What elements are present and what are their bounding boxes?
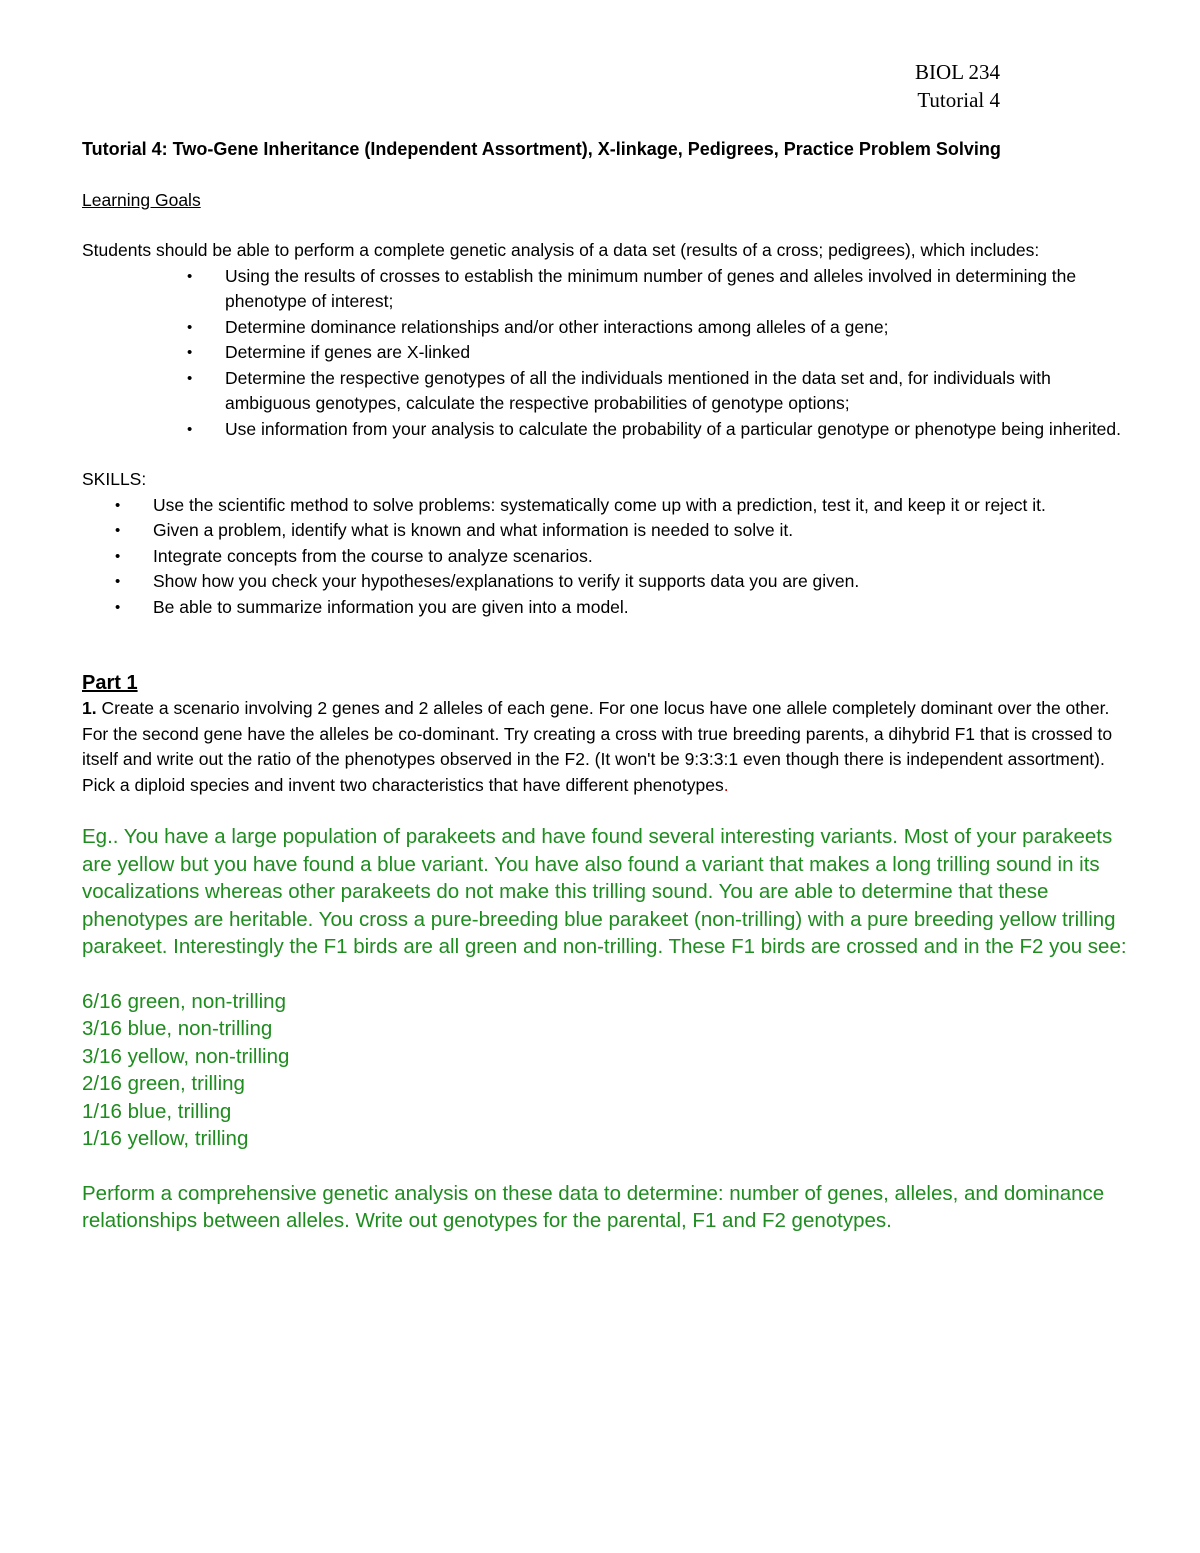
part-1-heading: Part 1	[82, 672, 138, 694]
goal-text: Determine the respective genotypes of all the individuals mentioned in the data set and, for individuals with ambiguous genotypes, calculate the respective probabilities of genotype options;	[225, 367, 1051, 413]
document-header	[915, 58, 1000, 114]
f2-results-list	[82, 988, 1127, 1153]
bullet-icon: •	[187, 420, 193, 438]
list-item	[187, 315, 1127, 341]
bullet-icon: •	[187, 369, 193, 387]
question-text: Create a scenario involving 2 genes and 2 alleles of each gene. For one locus have one allele completely dominant over the other. For the second gene have the alleles be co-dominant. Try creating a cross with true breeding parents, a dihybrid F1 that is crossed to itself and write out the ratio of the phenotypes observed in the F2. (It won't be 9:3:3:1 even though there is independent assortment). Pick a diploid species and invent two characteristics that have different phenotypes	[82, 698, 1113, 795]
bullet-icon: •	[187, 318, 193, 336]
list-item	[115, 544, 1127, 570]
course-code: BIOL 234	[915, 60, 1000, 84]
bullet-icon: •	[187, 344, 193, 361]
skill-text: Integrate concepts from the course to analyze scenarios.	[153, 545, 593, 566]
result-item: 2/16 green, trilling	[82, 1072, 245, 1095]
intro-paragraph: Students should be able to perform a complete genetic analysis of a data set (results of a cross; pedigrees), which includes:	[82, 240, 1040, 260]
skill-text: Use the scientific method to solve problems: systematically come up with a prediction, test it, and keep it or reject it.	[153, 494, 1046, 515]
result-item: 3/16 blue, non-trilling	[82, 1017, 273, 1040]
document-body	[82, 137, 1127, 1235]
result-item: 6/16 green, non-trilling	[82, 989, 286, 1013]
result-item: 3/16 yellow, non-trilling	[82, 1044, 290, 1068]
goal-text: Using the results of crosses to establish the minimum number of genes and alleles involved in determining the phenotype of interest;	[225, 265, 1077, 311]
list-item	[115, 493, 1127, 519]
list-item	[187, 264, 1127, 315]
result-item: 1/16 yellow, trilling	[82, 1127, 249, 1150]
list-item	[187, 417, 1127, 443]
example-scenario: Eg.. You have a large population of parakeets and have found several interesting variants. Most of your parakeets are yellow but you have found a blue variant. You have also found a variant that makes a long trilling sound in its vocalizations whereas other parakeets do not make this trilling sound. You are able to determine that these phenotypes are heritable. You cross a pure-breeding blue parakeet (non-trilling) with a pure breeding yellow trilling parakeet. Interestingly the F1 birds are all green and non-trilling. These F1 birds are crossed and in the F2 you see:	[82, 825, 1127, 958]
bullet-icon: •	[187, 267, 193, 285]
list-item	[187, 366, 1127, 417]
bullet-icon: •	[115, 573, 121, 590]
list-item	[115, 518, 1127, 544]
bullet-icon: •	[115, 522, 121, 539]
list-item	[187, 340, 1127, 366]
bullet-icon: •	[115, 547, 121, 565]
goal-text: Use information from your analysis to calculate the probability of a particular genotype or phenotype being inherited.	[225, 418, 1121, 439]
analysis-instruction: Perform a comprehensive genetic analysis on these data to determine: number of genes, alleles, and dominance relationships between alleles. Write out genotypes for the parental, F1 and F2 genotypes.	[82, 1181, 1105, 1232]
skill-text: Show how you check your hypotheses/explanations to verify it supports data you are given.	[153, 571, 860, 591]
result-item: 1/16 blue, trilling	[82, 1099, 232, 1123]
goal-text: Determine dominance relationships and/or other interactions among alleles of a gene;	[225, 316, 889, 337]
skills-heading: SKILLS:	[82, 469, 147, 489]
question-number: 1.	[82, 698, 97, 718]
tutorial-label: Tutorial 4	[917, 88, 1000, 112]
list-item	[115, 569, 1127, 595]
bullet-icon: •	[115, 496, 121, 514]
goal-text: Determine if genes are X-linked	[225, 342, 471, 362]
learning-goals-list	[82, 264, 1127, 443]
document-title: Tutorial 4: Two-Gene Inheritance (Independent Assortment), X-linkage, Pedigrees, Practice Problem Solving	[82, 139, 1001, 159]
skills-list	[82, 493, 1127, 621]
question-1	[82, 696, 1127, 798]
skill-text: Given a problem, identify what is known and what information is needed to solve it.	[153, 520, 794, 540]
question-end-mark: .	[723, 774, 729, 795]
list-item	[115, 595, 1127, 621]
learning-goals-heading: Learning Goals	[82, 189, 201, 210]
skill-text: Be able to summarize information you are given into a model.	[153, 596, 629, 617]
bullet-icon: •	[115, 598, 121, 616]
